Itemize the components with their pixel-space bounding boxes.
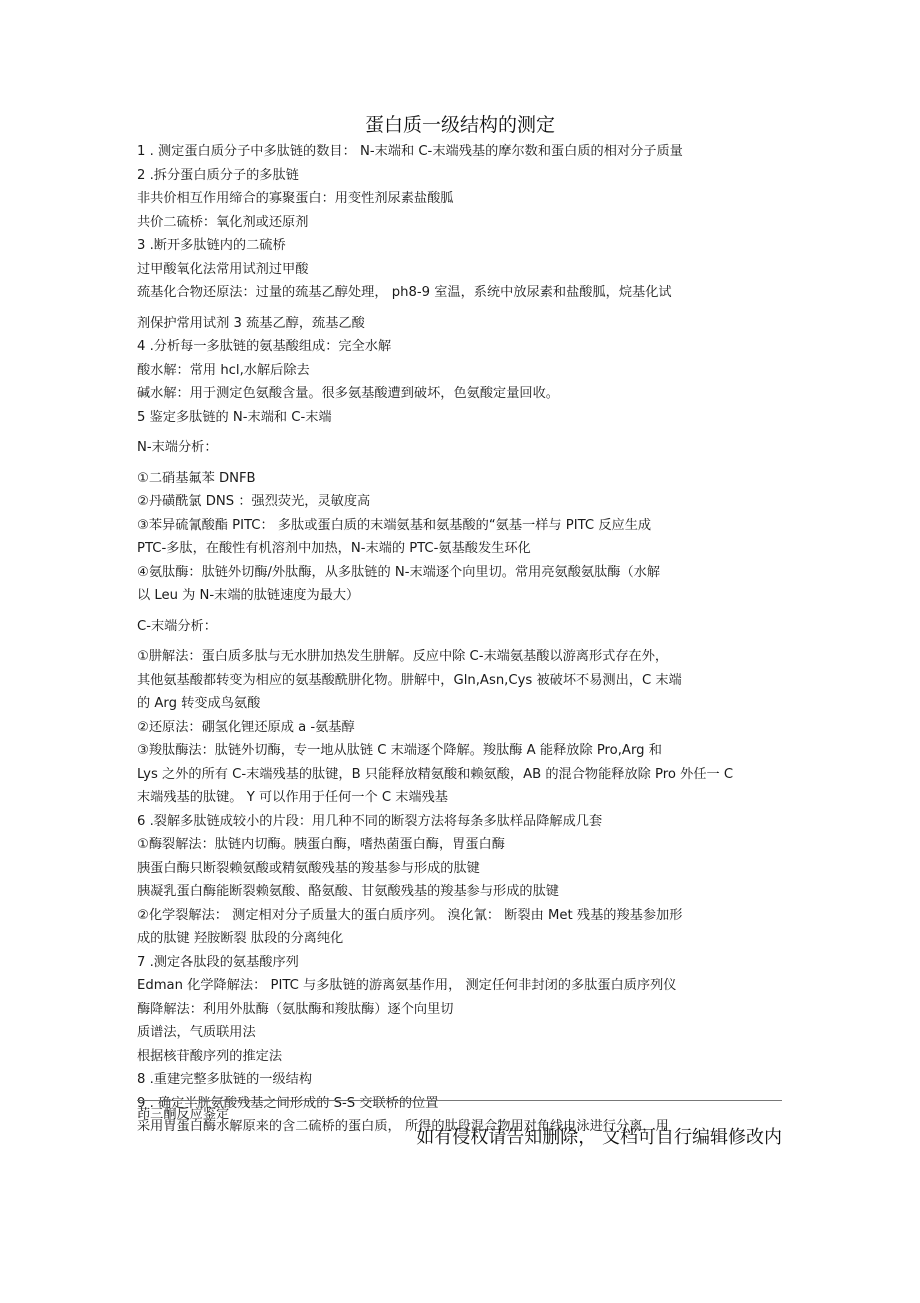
text-line: 末端残基的肽键。 Y 可以作用于任何一个 C 末端残基 <box>137 790 448 805</box>
text-line: 6 .裂解多肽链成较小的片段：用几种不同的断裂方法将每条多肽样品降解成几套 <box>137 813 603 829</box>
text-line: 其他氨基酸都转变为相应的氨基酸酰肼化物。肼解中，Gln,Asn,Cys 被破坏不易测出，C 末端 <box>137 672 682 688</box>
text-line: 剂保护常用试剂 3 巯基乙醇，巯基乙酸 <box>137 315 365 331</box>
text-line: 非共价相互作用缔合的寡聚蛋白：用变性剂尿素盐酸胍 <box>137 191 454 206</box>
text-line: PTC-多肽，在酸性有机溶剂中加热，N-末端的 PTC-氨基酸发生环化 <box>137 541 531 556</box>
text-line: N-末端分析： <box>137 440 218 455</box>
text-line: 的 Arg 转变成鸟氨酸 <box>137 696 261 711</box>
text-line: 过甲酸氧化法常用试剂过甲酸 <box>137 261 309 277</box>
text-line: Lys 之外的所有 C-末端残基的肽键，B 只能释放精氨酸和赖氨酸，AB 的混合物能释放除 Pro 外任一 C <box>137 766 734 782</box>
text-line: 2 .拆分蛋白质分子的多肽链 <box>137 167 299 183</box>
text-line: ②化学裂解法： 测定相对分子质量大的蛋白质序列。 溴化氰： 断裂由 Met 残基的羧基参加形 <box>137 907 683 923</box>
text-line: 5 鉴定多肽链的 N-末端和 C-末端 <box>137 409 332 425</box>
text-line: 9 . 确定半胱氨酸残基之间形成的 S-S 交联桥的位置 <box>137 1095 439 1111</box>
text-line: 成的肽键 羟胺断裂 肽段的分离纯化 <box>137 931 344 946</box>
text-line: C-末端分析： <box>137 618 217 634</box>
horizontal-divider <box>137 1100 782 1101</box>
text-line: 酸水解：常用 hcl,水解后除去 <box>137 362 310 378</box>
footer-notice: 如有侵权请告知删除， 文档可自行编辑修改内 <box>416 1127 782 1148</box>
text-line: 8 .重建完整多肽链的一级结构 <box>137 1072 313 1087</box>
text-line: ②丹磺酰氯 DNS ：强烈荧光，灵敏度高 <box>137 494 371 509</box>
text-line: 根据核苷酸序列的推定法 <box>137 1048 283 1064</box>
text-line: 巯基化合物还原法：过量的巯基乙醇处理， ph8-9 室温，系统中放尿素和盐酸胍，烷基化试 <box>137 285 672 300</box>
document-title: 蛋白质一级结构的测定 <box>364 114 555 136</box>
text-line: 碱水解：用于测定色氨酸含量。很多氨基酸遭到破坏，色氨酸定量回收。 <box>137 386 559 401</box>
text-line: 质谱法，气质联用法 <box>137 1025 256 1040</box>
text-line: ③羧肽酶法：肽链外切酶，专一地从肽链 C 末端逐个降解。羧肽酶 A 能释放除 Pro,Arg 和 <box>137 743 662 758</box>
text-line: 3 .断开多肽链内的二硫桥 <box>137 238 286 253</box>
text-line: 1 . 测定蛋白质分子中多肽链的数目： N-末端和 C-末端残基的摩尔数和蛋白质的相对分子质量 <box>137 144 683 159</box>
text-line: 胰凝乳蛋白酶能断裂赖氨酸、酪氨酸、甘氨酸残基的羧基参与形成的肽键 <box>137 884 559 899</box>
text-line: 茚三酮反应鉴定 <box>137 1107 230 1122</box>
text-line: Edman 化学降解法： PITC 与多肽链的游离氨基作用， 测定任何非封闭的多肽蛋白质序列仪 <box>137 978 677 993</box>
text-line: ④氨肽酶：肽链外切酶/外肽酶，从多肽链的 N-末端逐个向里切。常用亮氨酸氨肽酶（水解 <box>137 564 661 580</box>
text-line: 酶降解法：利用外肽酶（氨肽酶和羧肽酶）逐个向里切 <box>137 1001 454 1017</box>
text-line: 采用胃蛋白酶水解原来的含二硫桥的蛋白质， 所得的肽段混合物用对角线电泳进行分离，用 <box>137 1119 669 1134</box>
text-line: 7 .测定各肽段的氨基酸序列 <box>137 954 299 970</box>
document-body <box>137 140 797 1139</box>
text-line: ③苯异硫氰酸酯 PITC： 多肽或蛋白质的末端氨基和氨基酸的“氨基一样与 PITC 反应生成 <box>137 517 652 533</box>
text-line: 以 Leu 为 N-末端的肽链速度为最大） <box>137 588 360 603</box>
text-line: 4 .分析每一多肽链的氨基酸组成：完全水解 <box>137 339 392 354</box>
text-line: 胰蛋白酶只断裂赖氨酸或精氨酸残基的羧基参与形成的肽键 <box>137 860 480 876</box>
text-line: ②还原法：硼氢化锂还原成 a -氨基醇 <box>137 719 355 735</box>
text-line: ①二硝基氟苯 DNFB <box>137 470 256 486</box>
text-line: ①酶裂解法：肽链内切酶。胰蛋白酶，嗜热菌蛋白酶，胃蛋白酶 <box>137 837 505 852</box>
text-line: 共价二硫桥：氧化剂或还原剂 <box>137 214 309 230</box>
text-line: ①肼解法：蛋白质多肽与无水肼加热发生肼解。反应中除 C-末端氨基酸以游离形式存在外， <box>137 649 669 664</box>
